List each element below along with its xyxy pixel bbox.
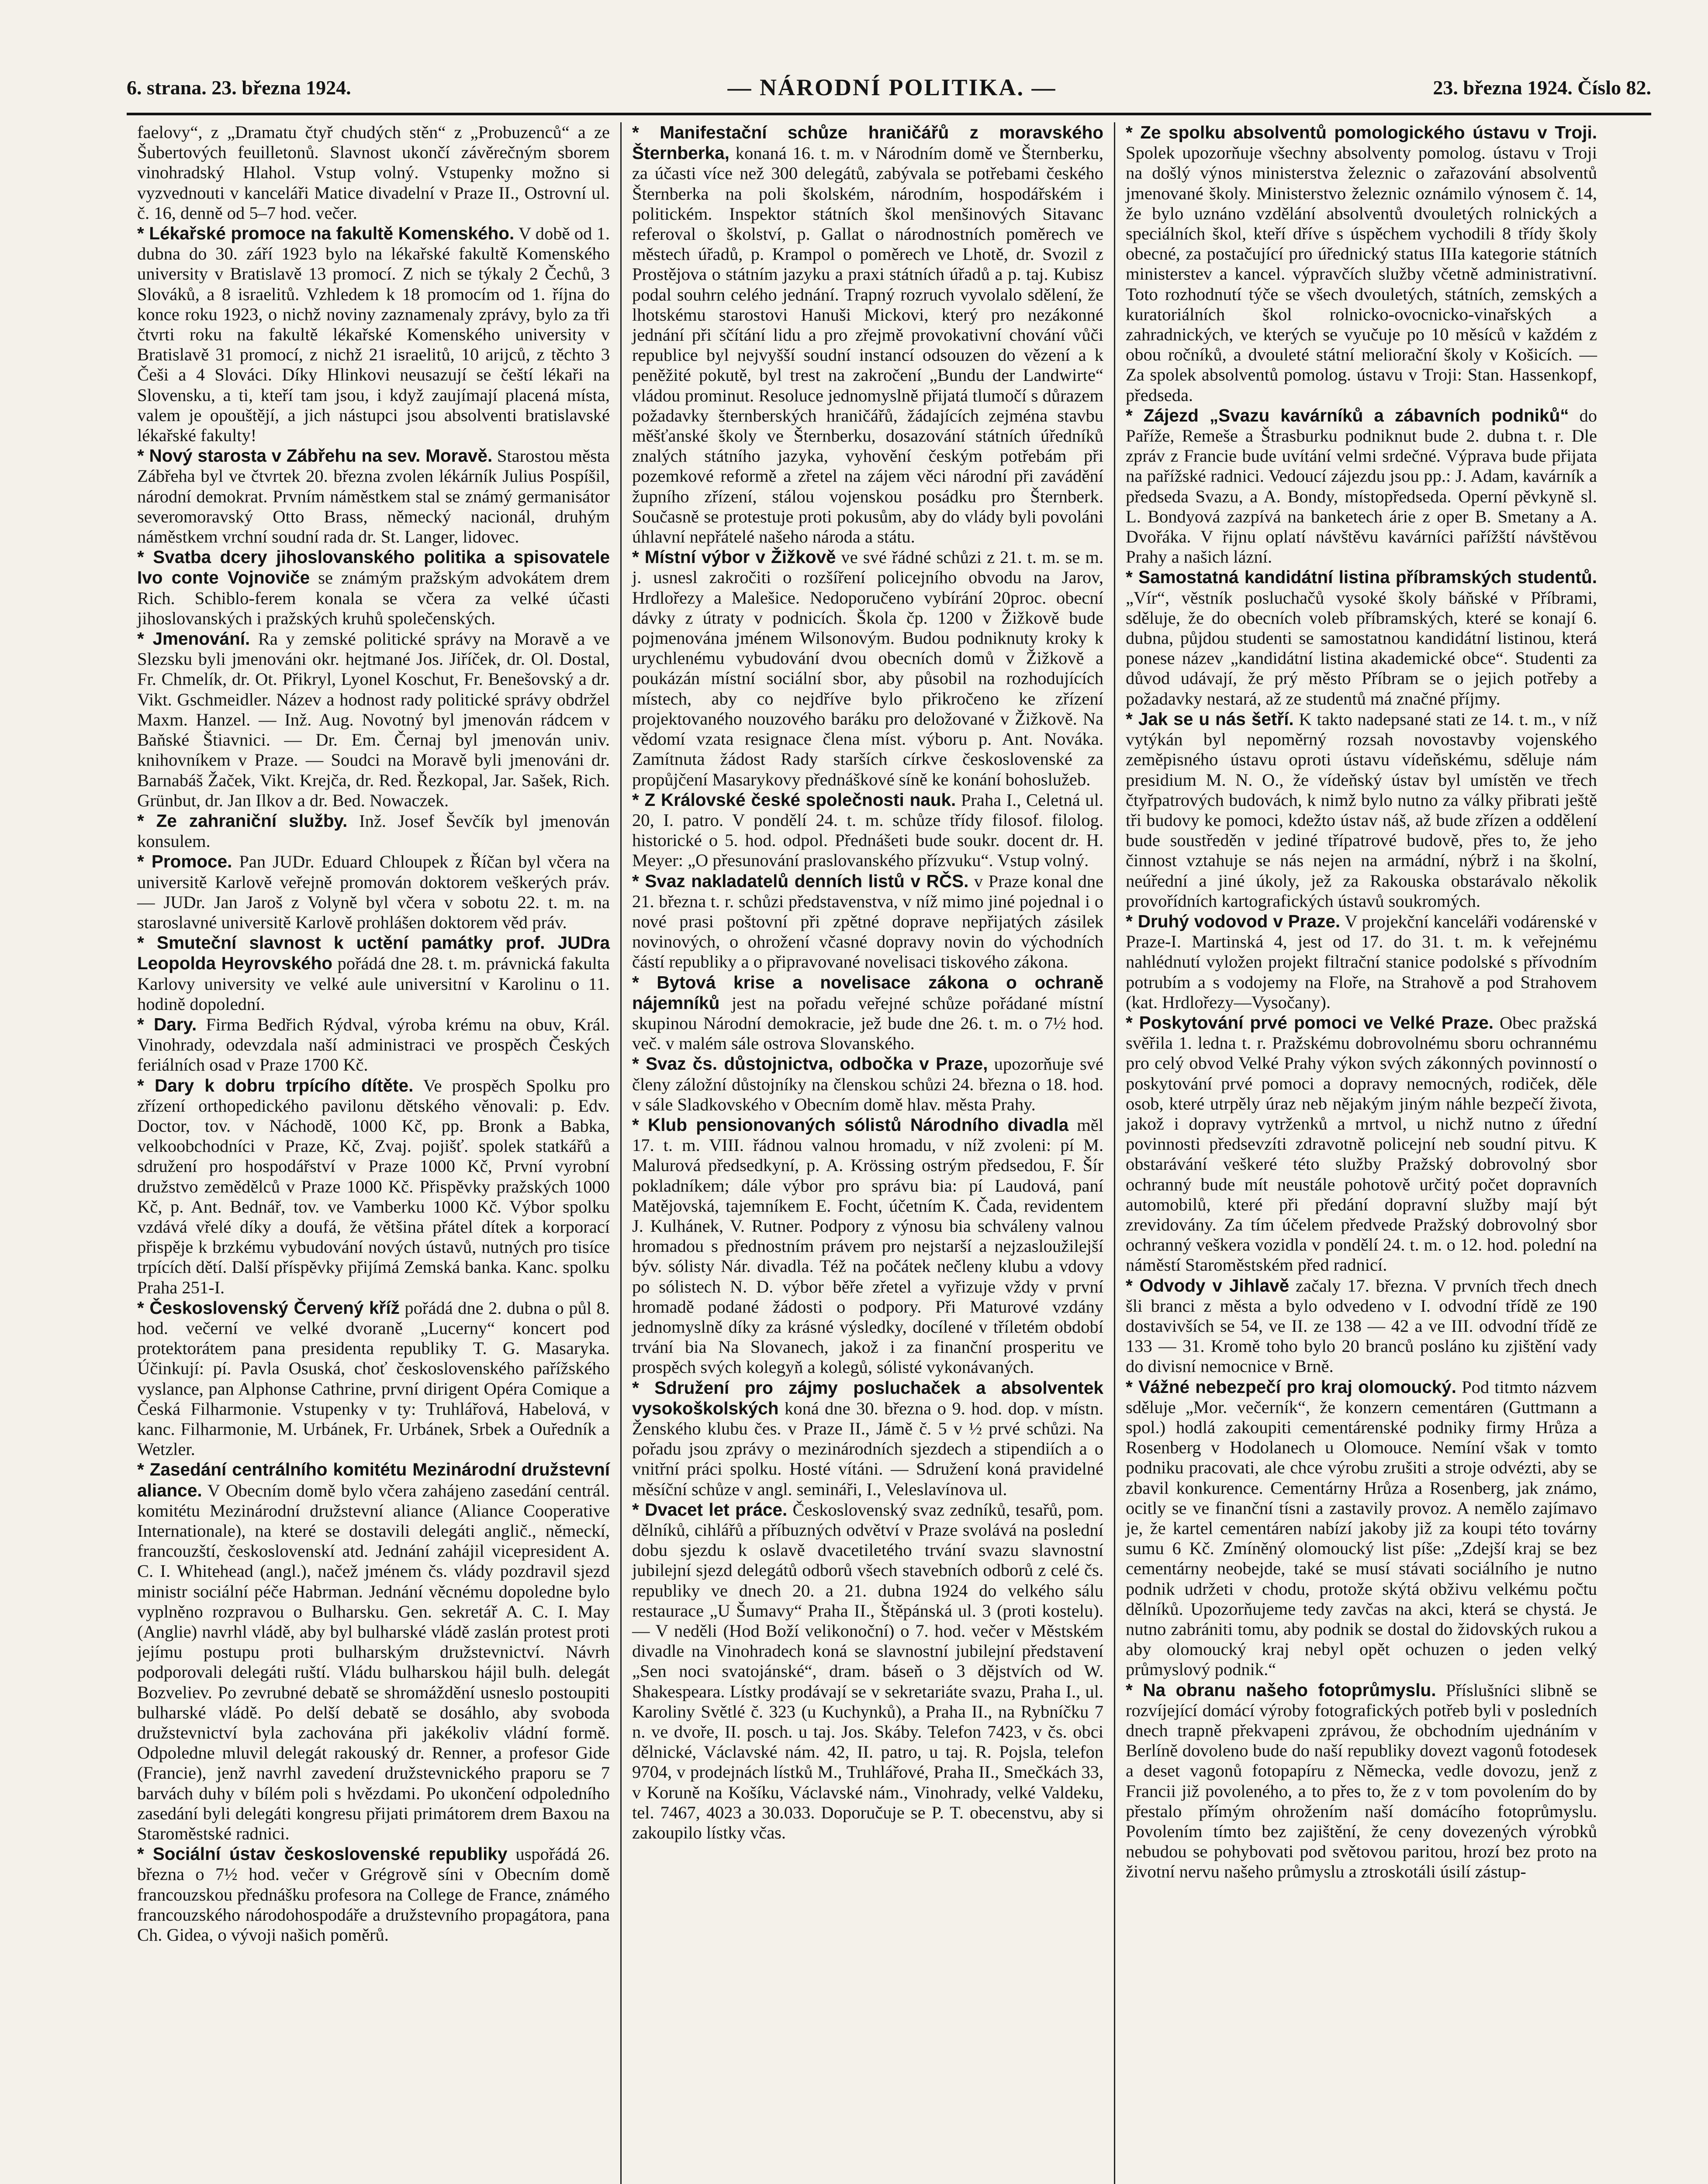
article-body: Příslušníci slibně se rozvíjející domácí výroby fotografických potřeb byli v posledních dnech trapně překvapeni zprávou, že obchodním ujednáním v Berlíně dovoleno bude do naší republiky dovezt vagonů fotodesek a deset vagonů fotopapíru z Německa, vedle dovozu, jenž z Francii již povoleného, a to přes to, že z v tom povolením do by přestalo přímým ohrožením naší domácího fotoprůmyslu. Povolením tímto bez zajištění, že ceny dovezených výrobků nebudou se pohybovati pod světovou paritou, hrozí bez proto na životní nervu našeho průmyslu a ztroskotáli úsilí zástup- [1126, 1680, 1597, 1882]
article-body: ve své řádné schůzi z 21. t. m. se m. j. usnesl zakročiti o rozšíření policejního obvodu na Jarov, Hrdlořezy a Malešice. Nedoporučeno vybírání 20proc. obecní dávky z útraty v podnicích. Škola čp. 1200 v Žižkově bude pojmenována jménem Wilsonovým. Budou podniknuty kroky k urychlenému vybudování dvou obecních domů v Žižkově a poukázán místní sociální sbor, aby působil na rozhodujících místech, aby co nejdříve bylo přikročeno ke zřízení projektovaného nouzového baráku pro deložované v Žižkově. Na vědomí vzata resignace člena míst. výboru p. Ant. Nováka. Zamítnuta žádost Rady starších církve československé za propůjčení Masarykovy přednáškové síně ke konání bohoslužeb. [632, 547, 1103, 789]
article-heading: * Poskytování prvé pomoci ve Velké Praze. [1126, 1012, 1494, 1033]
article-body: do Paříže, Remeše a Štrasburku podniknut bude 2. dubna t. r. Dle zpráv z Francie bude uvítání velmi srdečné. Výprava bude přijata na pařížské radnici. Vedoucí zájezdu jsou pp.: J. Adam, kavárník a předseda Svazu, a A. Bondy, místopředseda. Operní pěvkyně sl. L. Bondyová zazpívá na banketech árie z oper B. Smetany a A. Dvořáka. V řijnu oplatí návštěvu kavárníci pařížští návštěvou Prahy a našich lázní. [1126, 405, 1597, 567]
article-heading: * Samostatná kandidátní listina příbramských studentů. [1126, 567, 1597, 587]
article [137, 1298, 610, 1460]
column-2 [620, 122, 1114, 2184]
column-1 [127, 122, 620, 2184]
article [632, 871, 1103, 972]
article-heading: * Místní výbor v Žižkově [632, 547, 836, 567]
article-heading: * Dvacet let práce. [632, 1499, 788, 1520]
article [632, 1378, 1103, 1500]
article [137, 547, 610, 629]
article-body: V době od 1. dubna do 30. září 1923 bylo na lékařské fakultě Komenského university v Bratislavě 13 promocí. Z nich se týkaly 2 Čechů, 3 Slováků, a 8 israelitů. Vzhledem k 18 promocím od 1. října do konce roku 1923, o nichž noviny zaznamenaly zprávy, bylo za tři čtvrti roku na fakultě lékařské Komenského university v Bratislavě 31 promocí, z nichž 21 israelitů, 10 arijců, z těchto 3 Češi a 4 Slováci. Díky Hlinkovi neusazují se čeští lékaři na Slovensku, a ti, kteří tam jsou, i když zaujímají placená místa, valem je opouštějí, a jich nástupci jsou absolventi bratislavské lékařské fakulty! [137, 224, 610, 446]
article [137, 1014, 610, 1075]
article [137, 629, 610, 811]
header-left: 6. strana. 23. března 1924. [127, 76, 351, 99]
article-heading: * Nový starosta v Zábřehu na sev. Moravě. [137, 446, 493, 466]
article [137, 122, 610, 223]
article [632, 1115, 1103, 1378]
article [137, 851, 610, 933]
article-body: pořádá dne 28. t. m. právnická fakulta Karlovy university ve velké aule universitní v Karolinu o 11. hodině dopolední. [137, 954, 610, 1014]
article [137, 1459, 610, 1844]
article [1126, 405, 1597, 567]
article-body: pořádá dne 2. dubna o půl 8. hod. večerní ve velké dvoraně „Lucerny“ koncert pod protektorátem pana presidenta republiky T. G. Masaryka. Účinkují: pí. Pavla Osuská, choť československého pařížského vyslance, pan Alphonse Cathrine, první dirigent Opéra Comique a Česká Filharmonie. Vstupenky v ty: Truhlářová, Habelová, v kanc. Filharmonie, M. Urbánek, Fr. Urbánek, Srbek a Ouředník a Wetzler. [137, 1298, 610, 1459]
article-heading: * Druhý vodovod v Praze. [1126, 911, 1341, 931]
article-body: V Obecním domě bylo včera zahájeno zasedání centrál. komitétu Mezinárodní družstevní aliance (Aliance Cooperative Internationale), na které se dostavili delegáti anglič., německí, francouzští, československí atd. Jednání zahájil vicepresident A. C. I. Whitehead (angl.), načež jménem čs. vlády pozdravil sjezd ministr sociální péče Habrman. Jednání věcnému dopoledne bylo vyplněno rozpravou o Bulharsku. Gen. sekretář A. C. I. May (Anglie) navrhl vládě, aby byl bulharské vládě zaslán protest proti jejímu postupu proti bulharským družstevnictví. Návrh podporovali delegáti ruští. Vládu bulharskou hájil bulh. delegát Bozveliev. Po zevrubné debatě se shromáždění usneslo postoupiti bulharské vládě. Po delší debatě se dosáhlo, aby svoboda družstevnictví byla zachována při jakékoliv vládní formě. Odpoledne mluvil delegát rakouský dr. Renner, a profesor Gide (Francie), jenž navrhl zavedení družstevnického praporu se 7 barvách duhy v bílém poli s hvězdami. Po ukončení odpoledního zasedání byli delegáti kongresu přijati primátorem drem Baxou na Staroměstské radnici. [137, 1480, 610, 1844]
article [632, 1500, 1103, 1843]
article-heading: * Klub pensionovaných sólistů Národního divadla [632, 1114, 1069, 1135]
article-heading: * Ze zahraniční služby. [137, 810, 348, 831]
article-heading: * Svaz nakladatelů denních listů v RČS. [632, 871, 969, 891]
article-body: Ve prospěch Spolku pro zřízení orthopedického pavilonu dětského věnovali: p. Edv. Doctor, tov. v Náchodě, 1000 Kč, pp. Bronk a Babka, velkoobchodníci v Praze, Kč, Zvaj. pojišť. spolek statkářů a sdružení pro hospodářství v Praze 1000 Kč, První vyrobní družstvo zemědělců v Praze 1000 Kč. Přispěvky pražských 1000 Kč, p. Ant. Bednář, tov. ve Vamberku 1000 Kč. Výbor spolku vzdává vřelé díky a doufá, že většina přátel dítek a korporací přispěje k brzkému vybudování nových ústavů, nutných pro tisíce trpících dětí. Další příspěvky přijímá Zemská banka. Kanc. spolku Praha 251-I. [137, 1075, 610, 1297]
article-body: Starostou města Zábřeha byl ve čtvrtek 20. března zvolen lékárník Julius Pospíšil, národní demokrat. Prvním náměstkem stal se známý germanisátor severomoravský Otto Brass, německý nacionál, druhým náměstkem vrchní soudní rada dr. St. Langer, lidovec. [137, 446, 610, 547]
article-heading: * Lékařské promoce na fakultě Komenského. [137, 223, 515, 244]
article-body: Pan JUDr. Eduard Chloupek z Říčan byl včera na universitě Karlově veřejně promován doktorem veškerých práv. — JUDr. Jan Jaroš z Volyně byl včera v sobotu 22. t. m. na staroslavné universitě Karlově prohlášen doktorem věd práv. [137, 852, 610, 932]
article [137, 446, 610, 547]
article-heading: * Jmenování. [137, 629, 250, 649]
article-heading: * Jak se u nás šetří. [1126, 708, 1294, 729]
article-heading: * Sdružení pro zájmy posluchaček a absolventek vysokoškolských [632, 1377, 1103, 1418]
article [1126, 1275, 1597, 1377]
article-heading: * Zájezd „Svazu kavárníků a zábavních podniků“ [1126, 405, 1569, 425]
article-body: uspořádá 26. března o 7½ hod. večer v Grégrově síni v Obecním domě francouzskou přednášku profesora na College de France, známého francouzského národohospodáře a družstevního propagátora, pana Ch. Gidea, o vývoji našich poměrů. [137, 1844, 610, 1945]
article-heading: * Československý Červený kříž [137, 1297, 400, 1318]
article-body: „Vír“, věstník posluchačů vysoké školy báňské v Příbrami, sděluje, že do obecních voleb příbramských, které se konají 6. dubna, půjdou studenti se samostatnou kandidátní listinou, která ponese název „kandidátní listina akademické obce“. Studenti za důvod udávají, že prý město Příbram se o jejich potřeby a požadavky nestará, až ze studentů má značné příjmy. [1126, 587, 1597, 708]
article-body: koná dne 30. března o 9. hod. dop. v místn. Ženského klubu čes. v Praze II., Jámě č. 5 v ½ prvé schůzi. Na pořadu jsou zprávy o mezinárodních sjezdech a stipendiích a o vnitřní práci spolku. Hosté vítáni. — Sdružení koná pravidelné měsíční schůze v angl. semináři, I., Veleslavínova ul. [632, 1398, 1103, 1499]
article-body: Spolek upozorňuje všechny absolventy pomolog. ústavu v Troji na došlý výnos ministerstva železnic o zařazování absolventů jmenované školy. Ministerstvo železnic oznámilo výnosem č. 14, že bylo uznáno vzdělání absolventů dvouletých rolnických a speciálních škol, kteří dříve s úspěchem vychodili 8 třídy školy obecné, za postačující pro úřednický status IIIa kategorie státních ministerstev a kancel. výpravčích služby včetně administrativní. Toto rozhodnutí týče se všech dvouletých, státních, zemských a kuratoriálních škol rolnicko-ovocnicko-vinařských a zahradnických, ve kterých se vyučuje po 10 měsíců v každém z obou ročníků, a dvouleté státní meliorační školy v Košicích. — Za spolek absolventů pomolog. ústavu v Troji: Stan. Hassenkopf, předseda. [1126, 143, 1597, 405]
article-body: Pod titmto názvem sděluje „Mor. večerník“, že konzern cementáren (Guttmann a spol.) hodlá zakoupiti cementárenské podniky firmy Hrůza a Rosenberg v Hodolanech u Olomouce. Nemíní však v tomto podniku pracovati, ale chce výrobu zrušiti a stroje odvézti, aby se zbavil konkurence. Cementárny Hrůza a Rosenberg, jak známo, ocitly se ve finanční tísni a zastavily provoz. A nemělo zajímavo je, že kartel cementáren nabízí jakoby již za koupi této továrny sumu 6 Kč. Zmíněný olomoucký list píše: „Zdejší kraj se bez cementárny neobejde, také se musí stávati sociálního je nutno podnik udržeti v chodu, protože skýtá obživu velkému počtu dělníků. Upozorňujeme tedy zavčas na akci, která se chystá. Je nutno zabrániti tomu, aby podnik se dostal do židovských rukou a aby olomoucký kraj nebyl opět ochuzen o jeden velký průmyslový podnik.“ [1126, 1377, 1597, 1679]
article-body: konaná 16. t. m. v Národním domě ve Šternberku, za účasti více než 300 delegátů, zabývala se potřebami českého Šternberka na poli školském, národním, hospodářském i politickém. Inspektor státních škol menšinových Sitavanc referoval o školství, p. Gallat o národnostních poměrech ve městech úřadů, p. Krampol o poměrech ve Lhotě, dr. Svozil z Prostějova o státním jazyku a praxi státních úřadů a p. taj. Kubisz podal souhrn celého jednání. Trapný rozruch vyvolalo sdělení, že lhotskému starostovi Hanuši Mickovi, který pro nezákonné jednání při sčítání lidu a pro zřejmě provokativní chování vůči republice byl nejvyšší soudní instancí odsouzen do vězení a k peněžité pokutě, byl trest na zakročení „Bundu der Landwirte“ vládou prominut. Resoluce jednomyslně přijatá tlumočí s důrazem požadavky šternberských hraničářů, žádajících zejména stavbu měšťanské školy ve Šternberku, dosazování státních úředníků znalých státního jazyka, vyhovění českým potřebám při pozemkové reformě a zřetel na zájem věci národní při zavádění župního zřízení, stálou vojenskou posádku pro Šternberk. Současně se protestuje proti pokusům, aby do vlády byli povoláni úhlavní nepřátelé našeho národa a státu. [632, 143, 1103, 547]
article [1126, 1680, 1597, 1882]
column-3 [1114, 122, 1608, 2184]
text-columns [127, 122, 1651, 2184]
article-body: začaly 17. března. V prvních třech dnech šli branci z města a bylo odvedeno v I. odvodní třídě ze 190 dostavivších se 54, ve II. ze 138 — 42 a ve III. odvodní třídě ze 133 — 31. Kromě toho bylo 20 branců posláno ku zjištění vady do divisní nemocnice v Brně. [1126, 1275, 1597, 1376]
article-heading: * Dary. [137, 1014, 197, 1034]
article-heading: * Smuteční slavnost k uctění památky prof. JUDra Leopolda Heyrovského [137, 933, 610, 974]
article-heading: * Svaz čs. důstojnictva, odbočka v Praze, [632, 1054, 988, 1074]
article [1126, 567, 1597, 708]
masthead-title: — NÁRODNÍ POLITIKA. — [727, 74, 1057, 100]
article-heading: * Na obranu našeho fotoprůmyslu. [1126, 1679, 1436, 1700]
article-body: v Praze konal dne 21. března t. r. schůzi představenstva, v níž mimo jiné pojednal i o nové prasi poštovní při zpětné doprave nepřijatých zásilek novinových, o ohrožení včasné dopravy novin do východních částí republiky a o připravované novelisaci tiskového zákona. [632, 871, 1103, 972]
article-heading: * Zasedání centrálního komitétu Mezinárodní družstevní aliance. [137, 1459, 610, 1500]
article [632, 972, 1103, 1054]
article [632, 790, 1103, 871]
article-heading: * Odvody v Jihlavě [1126, 1275, 1290, 1296]
newspaper-page [127, 66, 1651, 2184]
article-heading: * Manifestační schůze hraničářů z moravského Šternberka, [632, 122, 1103, 163]
article-heading: * Ze spolku absolventů pomologického ústavu v Troji. [1126, 122, 1597, 142]
article [137, 1844, 610, 1945]
article-heading: * Svatba dcery jihoslovanského politika a spisovatele Ivo conte Vojnoviče [137, 547, 610, 588]
article-body: Inž. Josef Ševčík byl jmenován konsulem. [137, 811, 610, 851]
article-body: V projekční kanceláři vodárenské v Praze-I. Martinská 4, jest od 17. do 31. t. m. k veřejnému nahlédnutí vyložen projekt filtrační stanice podolské s přívodním potrubím a s vodojemy na Floře, na Strahově a pod Strahovem (kat. Hrdlořezy—Vysočany). [1126, 911, 1597, 1012]
article [632, 1054, 1103, 1115]
article [632, 122, 1103, 547]
article-body: Ra y zemské politické správy na Moravě a ve Slezsku byli jmenováni okr. hejtmané Jos. Jiříček, dr. Ol. Dostal, Fr. Chmelík, dr. Ot. Přikryl, Lyonel Koschut, Fr. Benešovský a dr. Vikt. Gschmeidler. Název a hodnost rady politické správy obdržel Maxm. Hanzel. — Inž. Aug. Novotný byl jmenován rádcem v Baňské Štiavnici. — Dr. Em. Černaj byl jmenován univ. knihovníkem v Praze. — Soudci na Moravě byli jmenováni dr. Barnabáš Žaček, Vikt. Krejča, dr. Red. Řezkopal, Jar. Sašek, Rich. Grünbut, dr. Jan Ilkov a dr. Bed. Nowaczek. [137, 629, 610, 810]
article-body: se známým pražským advokátem drem Rich. Schiblo-ferem konala se včera za velké účasti jihoslovanských i pražských kruhů společenských. [137, 568, 610, 628]
article-body: K takto nadepsané stati ze 14. t. m., v níž vytýkán byl nepoměrný rozsah novostavby vojenského zeměpisného ústavu oproti ústavu vídeňskému, sděluje nám presidium M. N. O., že vídeňský ústav byl umístěn ve třech čtyřpatrových budovách, k nimž bylo nutno za války přibrati ještě tři budovy ke pomoci, kdežto ústav náš, až bude zřízen a oddělení bude soustředěn v jediné třípatrové budově, přes to, že jeho činnost vztahuje se nás nejen na armádní, nýbrž i na školní, neúřední a jiné úkoly, jež za Rakouska obstarávalo několik provořídních kartografických ústavů soukromých. [1126, 709, 1597, 911]
article [1126, 911, 1597, 1013]
article [1126, 1013, 1597, 1275]
article-heading: * Promoce. [137, 851, 232, 872]
header-rule [127, 113, 1651, 115]
article [137, 1075, 610, 1298]
article [137, 811, 610, 851]
page-header [127, 66, 1651, 109]
article-heading: * Vážné nebezpečí pro kraj olomoucký. [1126, 1376, 1457, 1397]
article-body: Obec pražská svěřila 1. ledna t. r. Pražskému dobrovolnému sboru ochrannému pro celý obvod Velké Prahy výkon svých zákonných povinností o poskytování prvé pomoci a dopravy nemocných, rodiček, děle osob, které utrpěly úraz neb nějakým jiným náhle bezpečí života, jakož i dopravy vytrženků a mrtvol, u nichž nutno z úřední povinnosti předsevzíti zdravotně policejní neb soudní pitvu. K obstarávání veškeré této služby Pražský dobrovolný sbor ochranný bude mít neustále pohotově určitý počet dopravních automobilů, které při předání dopravní služby mají být zrevidovány. Za tím účelem předvede Pražský dobrovolný sbor ochranný veškera vozidla v pondělí 24. t. m. o 12. hod. polední na náměstí Staroměstském před radnicí. [1126, 1013, 1597, 1275]
article-body: upozorňuje své členy záložní důstojníky na členskou schůzi 24. března o 18. hod. v sále Sladkovského v Obecním domě hlav. města Prahy. [632, 1054, 1103, 1114]
article [1126, 122, 1597, 405]
header-right: 23. března 1924. Číslo 82. [1433, 76, 1651, 99]
article [1126, 709, 1597, 911]
article-body: Československý svaz zedníků, tesařů, pom. dělníků, cihlářů a příbuzných odvětví v Praze svolává na poslední dobu sjezdu k oslavě dvacetiletého trvání svazu slavnostní jubilejní sjezd delegátů odborů všech stavebních odborů z celé čs. republiky ve dnech 20. a 21. dubna 1924 do velkého sálu restaurace „U Šumavy“ Praha II., Štěpánská ul. 3 (proti kostelu). — V neděli (Hod Boží velikonoční) o 7. hod. večer v Městském divadle na Vinohradech koná se slavnostní jubilejní představení „Sen noci svatojánské“, dram. báseň o 3 dějstvích od W. Shakespeara. Lístky prodávají se v sekretariáte svazu, Praha I., ul. Karoliny Světlé č. 323 (u Kuchynků), a Praha II., na Rybníčku 7 n. ve dvoře, II. posch. u taj. Jos. Skáby. Telefon 7423, v čs. obci dělnické, Václavské nám. 42, II. patro, u taj. R. Pojsla, telefon 9704, v prodejnách lístků M., Truhlářové, Praha II., Smečkách 33, v Koruně na Košíku, Václavské nám., Vinohrady, velké Valdeku, tel. 7467, 4023 a 30.033. Doporučuje se P. T. obecenstvu, aby si zakoupilo lístky včas. [632, 1500, 1104, 1843]
article-body: měl 17. t. m. VIII. řádnou valnou hromadu, v níž zvoleni: pí M. Malurová předsedkyní, p. A. Krössing ostrým předsedou, F. Šír pokladníkem; dále výbor pro správu bia: pí Laudová, paní Matějovská, tajemníkem E. Focht, účetním K. Čada, revidentem J. Kulhánek, V. Rutner. Podpory z výnosu bia schváleny valnou hromadou s přednostním právem pro nejstarší a nejzasloužilejší býv. sólisty Nár. divadla. Též na počátek nečleny klubu a vdovy po sólistech N. D. výbor běře zřetel a vyřizuje vždy v první hromadě podané žádosti o podpory. Při Maturové vzdány jednomyslně díky za krásné výsledky, docílené v tříletém období trvání bia Na Slovanech, jakož i za finanční prosperitu ve prospěch svých kolegyň a kolegů, sólisté vykonávaných. [632, 1115, 1103, 1377]
article-body: jest na pořadu veřejné schůze pořádané místní skupinou Národní demokracie, jež bude dne 26. t. m. o 7½ hod. več. v malém sále ostrova Slovanského. [632, 993, 1103, 1054]
article-heading: * Dary k dobru trpícího dítěte. [137, 1075, 414, 1095]
article [137, 933, 610, 1014]
article-body: Firma Bedřich Rýdval, výroba krému na obuv, Král. Vinohrady, odevzdala naší administraci ve prospěch Českých feriálních osad v Praze 1700 Kč. [137, 1014, 610, 1075]
article [632, 547, 1103, 789]
article-body: Praha I., Celetná ul. 20, I. patro. V pondělí 24. t. m. schůze třídy filosof. filolog. historické o 5. hod. odpol. Přednášeti bude soukr. docent dr. H. Meyer: „O přesunování praslovanského přízvuku“. Vstup volný. [632, 790, 1103, 871]
article-heading: * Bytová krise a novelisace zákona o ochraně nájemníků [632, 972, 1103, 1013]
article-heading: * Sociální ústav československé republiky [137, 1844, 508, 1864]
article-heading: * Z Královské české společnosti nauk. [632, 789, 956, 810]
article [137, 223, 610, 446]
article-body: faelovy“, z „Dramatu čtyř chudých stěn“ z „Probuzenců“ a ze Šubertových feuilletonů. Slavnost ukončí závěrečným sborem vinohradský Hlahol. Vstup volný. Vstupenky možno si vyzvednouti v kanceláři Matice divadelní v Praze II., Ostrovní ul. č. 16, denně od 5–7 hod. večer. [137, 122, 610, 223]
article [1126, 1377, 1597, 1680]
